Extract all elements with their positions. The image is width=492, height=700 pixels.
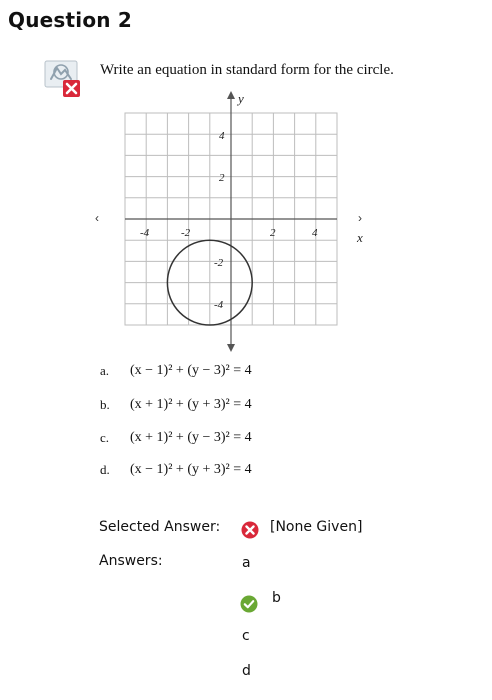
choice-equation: (x − 1)² + (y + 3)² = 4 xyxy=(130,462,252,477)
right-arrow-icon: › xyxy=(358,211,362,225)
x-tick-label: 2 xyxy=(270,227,276,239)
choice-letter: c. xyxy=(100,430,110,445)
left-arrow-icon: ‹ xyxy=(95,211,99,225)
y-tick-label: 2 xyxy=(219,172,225,184)
choice-letter: b. xyxy=(100,397,110,412)
choice-b xyxy=(100,392,252,413)
y-tick-label: 4 xyxy=(219,130,225,142)
correct-check-icon xyxy=(240,595,258,613)
question-title: Question 2 xyxy=(8,8,132,32)
choice-c xyxy=(100,425,252,446)
answer-option: c xyxy=(242,628,250,644)
answer-option: a xyxy=(242,555,251,571)
choice-d xyxy=(100,457,252,478)
incorrect-icon xyxy=(241,521,259,539)
answer-option: d xyxy=(242,663,251,679)
choice-equation: (x + 1)² + (y − 3)² = 4 xyxy=(130,430,252,445)
choice-letter: d. xyxy=(100,462,110,477)
x-tick-label: -2 xyxy=(181,227,191,239)
x-tick-label: -4 xyxy=(140,227,150,239)
y-axis-label: y xyxy=(238,91,244,106)
selected-answer-label: Selected Answer: xyxy=(99,519,221,535)
y-tick-label: -2 xyxy=(214,257,224,269)
choice-letter: a. xyxy=(100,363,110,378)
choice-equation: (x − 1)² + (y − 3)² = 4 xyxy=(130,363,252,378)
x-tick-label: 4 xyxy=(312,227,318,239)
answers-label: Answers: xyxy=(99,553,163,569)
answer-option-correct: b xyxy=(272,590,281,606)
question-prompt: Write an equation in standard form for the circle. xyxy=(100,62,394,78)
choice-a xyxy=(100,358,252,379)
y-axis-arrow-up xyxy=(227,91,235,99)
y-tick-label: -4 xyxy=(214,299,224,311)
y-axis-arrow-down xyxy=(227,344,235,352)
x-axis-label: x xyxy=(357,230,363,245)
selected-answer-value: [None Given] xyxy=(270,519,363,535)
choice-equation: (x + 1)² + (y + 3)² = 4 xyxy=(130,397,252,412)
